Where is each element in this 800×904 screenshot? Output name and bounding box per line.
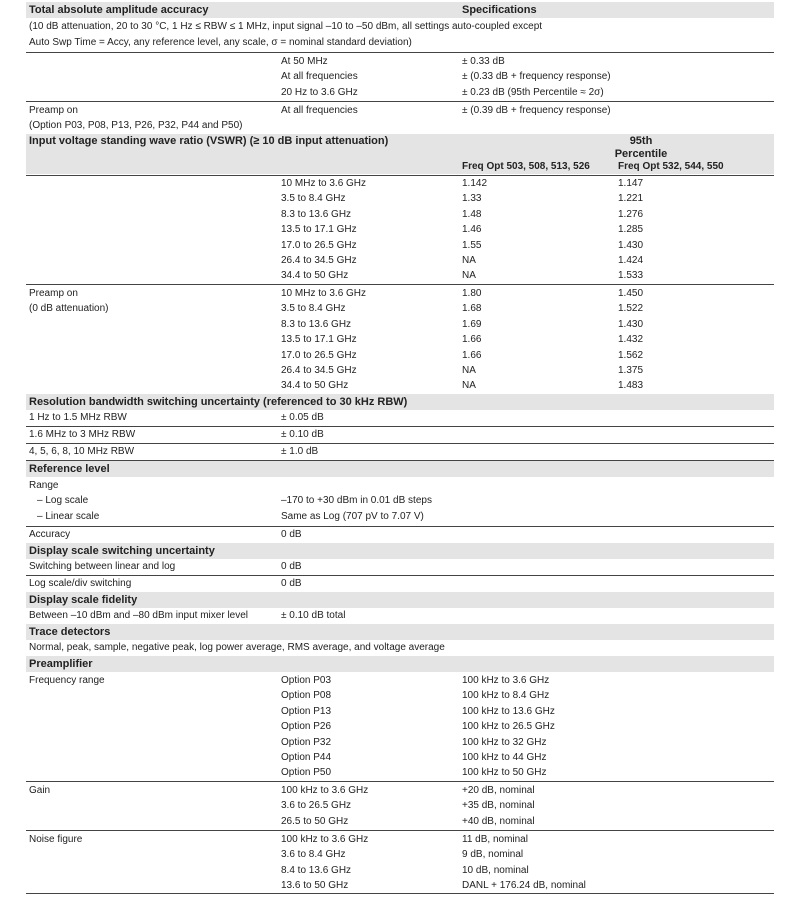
row-value: 100 kHz to 44 GHz [462, 752, 547, 764]
vswr-value: 1.68 [462, 303, 482, 315]
row-value: 100 kHz to 32 GHz [462, 736, 547, 748]
spec-sheet [26, 2, 774, 894]
row-value: +40 dB, nominal [462, 815, 535, 827]
frequency-range: 3.5 to 8.4 GHz [281, 303, 346, 315]
frequency-range: 26.4 to 34.5 GHz [281, 365, 357, 377]
row-value: 100 kHz to 26.5 GHz [462, 721, 555, 733]
row-value: –170 to +30 dBm in 0.01 dB steps [281, 495, 432, 507]
amplitude-preamp-row [26, 102, 774, 134]
row-value: 9 dB, nominal [462, 849, 524, 861]
row-value: 0 dB [281, 561, 302, 572]
frequency-range: 13.5 to 17.1 GHz [281, 224, 357, 236]
row-value: 0 dB [281, 578, 302, 589]
vswr-value: 1.33 [462, 193, 482, 205]
option-label: Option P44 [281, 752, 332, 764]
vswr-value: 1.55 [462, 239, 482, 251]
row-label: Noise figure [29, 834, 83, 845]
vswr-value: NA [462, 380, 476, 392]
row-value: ± 0.05 dB [281, 412, 324, 423]
row-label: – Linear scale [37, 510, 100, 522]
vswr-rows [26, 176, 774, 285]
vswr-value: 1.48 [462, 208, 482, 220]
frequency-range: 3.6 to 26.5 GHz [281, 800, 352, 812]
vswr-value: 1.430 [618, 318, 644, 330]
column-header: Freq Opt 503, 508, 513, 526 [462, 161, 590, 172]
row-value: ± 1.0 dB [281, 446, 319, 457]
section-header-display-scale-fidelity [26, 592, 774, 608]
vswr-value: 1.80 [462, 288, 482, 299]
vswr-value: 1.147 [618, 178, 644, 189]
section-title: Input voltage standing wave ratio (VSWR) (≥ 10 dB input attenuation) [29, 135, 389, 147]
vswr-value: 1.221 [618, 193, 644, 205]
section-title: Display scale switching uncertainty [29, 545, 215, 557]
section-header-rbw [26, 394, 774, 410]
frequency-range: 13.6 to 50 GHz [281, 880, 349, 892]
section-header-reference-level [26, 461, 774, 477]
option-label: Option P13 [281, 705, 332, 717]
frequency-range: 10 MHz to 3.6 GHz [281, 288, 367, 299]
section-title: Reference level [29, 463, 110, 475]
vswr-column-headers [26, 160, 774, 176]
amplitude-rows [26, 53, 774, 102]
vswr-value: NA [462, 365, 476, 377]
condition: At all frequencies [281, 71, 358, 83]
vswr-value: 1.142 [462, 178, 488, 189]
frequency-range: 10 MHz to 3.6 GHz [281, 178, 367, 189]
condition: At 50 MHz [281, 56, 328, 67]
note-line: (10 dB attenuation, 20 to 30 °C, 1 Hz ≤ RBW ≤ 1 MHz, input signal –10 to –50 dBm, all settings auto-coupled except [29, 21, 543, 32]
row-label: Switching between linear and log [29, 561, 176, 572]
vswr-value: 1.276 [618, 208, 644, 220]
condition: 20 Hz to 3.6 GHz [281, 86, 358, 98]
option-label: Option P26 [281, 721, 332, 733]
section-header-preamplifier [26, 656, 774, 672]
frequency-range: 8.4 to 13.6 GHz [281, 864, 352, 876]
frequency-range: 100 kHz to 3.6 GHz [281, 834, 369, 845]
vswr-value: 1.483 [618, 380, 644, 392]
frequency-range: 17.0 to 26.5 GHz [281, 239, 357, 251]
row-value: +35 dB, nominal [462, 800, 535, 812]
percentile-heading [591, 135, 691, 161]
preamp-options: (Option P03, P08, P13, P26, P32, P44 and P50) [29, 120, 243, 132]
row-label: 1 Hz to 1.5 MHz RBW [29, 412, 127, 423]
dsf-row [26, 608, 774, 624]
rbw-row [26, 427, 774, 444]
preamp-label: Preamp on [29, 288, 78, 299]
option-label: Option P08 [281, 690, 332, 702]
preamp-frequency-range [26, 672, 774, 782]
spec-value: ± 0.33 dB [462, 56, 505, 67]
trace-row [26, 640, 774, 656]
option-label: Option P32 [281, 736, 332, 748]
section-header-display-scale-switching [26, 543, 774, 559]
option-label: Option P03 [281, 675, 332, 686]
rbw-row [26, 444, 774, 461]
section-title: Trace detectors [29, 626, 111, 638]
percentile-line: 95th [629, 135, 653, 147]
vswr-value: NA [462, 255, 476, 267]
frequency-range: 100 kHz to 3.6 GHz [281, 785, 369, 796]
row-label: 1.6 MHz to 3 MHz RBW [29, 429, 136, 440]
vswr-value: 1.424 [618, 255, 644, 267]
preamp-attenuation: (0 dB attenuation) [29, 303, 109, 315]
row-value: 0 dB [281, 529, 302, 540]
vswr-value: 1.432 [618, 334, 644, 346]
vswr-value: 1.562 [618, 349, 644, 361]
row-label: – Log scale [37, 495, 89, 507]
frequency-range: 3.6 to 8.4 GHz [281, 849, 346, 861]
frequency-range: 34.4 to 50 GHz [281, 270, 349, 282]
row-value: ± 0.10 dB [281, 429, 324, 440]
frequency-range: 8.3 to 13.6 GHz [281, 208, 352, 220]
frequency-range: 3.5 to 8.4 GHz [281, 193, 346, 205]
reference-range [26, 477, 774, 527]
section-header-trace-detectors [26, 624, 774, 640]
option-label: Option P50 [281, 767, 332, 779]
amplitude-conditions-note [26, 18, 774, 53]
frequency-range: 34.4 to 50 GHz [281, 380, 349, 392]
vswr-value: 1.285 [618, 224, 644, 236]
row-value: 11 dB, nominal [462, 834, 528, 845]
specifications-heading: Specifications [462, 4, 537, 16]
row-label: Range [29, 480, 59, 491]
vswr-value: 1.450 [618, 288, 644, 299]
row-label: Gain [29, 785, 51, 796]
reference-accuracy [26, 527, 774, 543]
vswr-value: 1.522 [618, 303, 644, 315]
preamp-noise-figure [26, 831, 774, 894]
vswr-value: 1.533 [618, 270, 644, 282]
row-value: Same as Log (707 pV to 7.07 V) [281, 510, 424, 522]
row-label: Frequency range [29, 675, 105, 686]
row-label: Accuracy [29, 529, 71, 540]
vswr-value: 1.66 [462, 334, 482, 346]
row-value: 100 kHz to 50 GHz [462, 767, 547, 779]
row-label: 4, 5, 6, 8, 10 MHz RBW [29, 446, 135, 457]
row-value: ± 0.10 dB total [281, 610, 346, 621]
row-value: +20 dB, nominal [462, 785, 535, 796]
vswr-value: 1.375 [618, 365, 644, 377]
frequency-range: 26.4 to 34.5 GHz [281, 255, 357, 267]
vswr-preamp-rows [26, 285, 774, 394]
row-label: Between –10 dBm and –80 dBm input mixer level [29, 610, 249, 621]
vswr-value: 1.69 [462, 318, 482, 330]
vswr-value: NA [462, 270, 476, 282]
dss-row [26, 576, 774, 592]
section-title: Preamplifier [29, 658, 93, 670]
row-value: 100 kHz to 3.6 GHz [462, 675, 550, 686]
spec-value: ± 0.23 dB (95th Percentile ≈ 2σ) [462, 86, 604, 98]
row-label: Log scale/div switching [29, 578, 132, 589]
section-title: Resolution bandwidth switching uncertainty (referenced to 30 kHz RBW) [29, 396, 408, 408]
vswr-value: 1.66 [462, 349, 482, 361]
preamp-label: Preamp on [29, 105, 78, 116]
row-value: 100 kHz to 8.4 GHz [462, 690, 550, 702]
preamp-gain [26, 782, 774, 831]
section-header-total-amplitude [26, 2, 774, 18]
column-header: Freq Opt 532, 544, 550 [618, 161, 724, 172]
spec-value: ± (0.39 dB + frequency response) [462, 105, 611, 116]
section-title: Total absolute amplitude accuracy [29, 4, 209, 16]
rbw-row [26, 410, 774, 427]
vswr-value: 1.430 [618, 239, 644, 251]
section-title: Display scale fidelity [29, 594, 138, 606]
row-value: 100 kHz to 13.6 GHz [462, 705, 555, 717]
frequency-range: 13.5 to 17.1 GHz [281, 334, 357, 346]
dss-row [26, 559, 774, 576]
row-value: DANL + 176.24 dB, nominal [462, 880, 586, 892]
condition: At all frequencies [281, 105, 358, 116]
frequency-range: 8.3 to 13.6 GHz [281, 318, 352, 330]
percentile-line: Percentile [614, 148, 668, 160]
row-label: Normal, peak, sample, negative peak, log power average, RMS average, and voltage average [29, 642, 445, 653]
vswr-value: 1.46 [462, 224, 482, 236]
frequency-range: 26.5 to 50 GHz [281, 815, 349, 827]
frequency-range: 17.0 to 26.5 GHz [281, 349, 357, 361]
note-line: Auto Swp Time = Accy, any reference level, any scale, σ = nominal standard deviation) [29, 36, 412, 48]
row-value: 10 dB, nominal [462, 864, 529, 876]
spec-value: ± (0.33 dB + frequency response) [462, 71, 611, 83]
